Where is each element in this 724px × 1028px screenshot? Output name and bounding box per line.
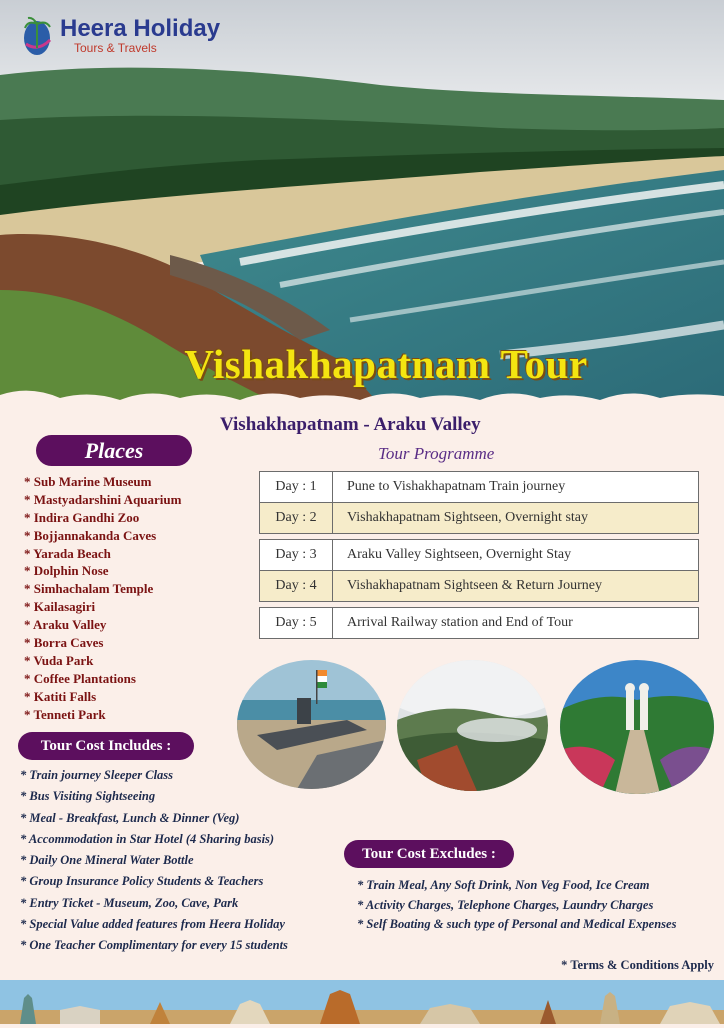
include-item: * Train journey Sleeper Class [20, 768, 174, 782]
place-item: * Vuda Park [24, 652, 94, 668]
include-item: * One Teacher Complimentary for every 15 students [20, 938, 288, 953]
exclude-item: * Train Meal, Any Soft Drink, Non Veg Food, Ice Cream [357, 878, 650, 892]
itinerary-desc: Pune to Vishakhapatnam Train journey [333, 472, 699, 503]
terms-note: * Terms & Conditions Apply [561, 958, 714, 972]
itinerary-row [260, 571, 699, 602]
itinerary-day: Day : 4 [260, 571, 333, 602]
globe-palm-logo-icon [22, 14, 54, 58]
place-item: * Araku Valley [24, 617, 107, 633]
itinerary-table [259, 471, 699, 639]
tour-programme-label: Tour Programme [378, 444, 495, 463]
itinerary-desc: Vishakhapatnam Sightseen, Overnight stay [333, 503, 699, 534]
itinerary-row [260, 608, 699, 639]
kailasagiri-temple-photo [560, 660, 714, 794]
include-item: * Daily One Mineral Water Bottle [20, 853, 194, 868]
itinerary-row [260, 503, 699, 534]
brand-block [22, 14, 220, 58]
exclude-item: * Self Boating & such type of Personal and Medical Expenses [357, 917, 677, 931]
include-item: * Accommodation in Star Hotel (4 Sharing basis) [20, 831, 275, 846]
brand-tagline: Tours & Travels [74, 41, 157, 55]
place-item: * Simhachalam Temple [24, 581, 154, 597]
route-heading: Vishakhapatnam - Araku Valley [220, 414, 481, 435]
place-item: * Yarada Beach [24, 545, 111, 561]
itinerary-day: Day : 2 [260, 503, 333, 534]
place-item: * Coffee Plantations [24, 670, 136, 686]
place-item: * Dolphin Nose [24, 563, 109, 579]
place-item: * Indira Gandhi Zoo [24, 509, 140, 525]
include-item: * Bus Visiting Sightseeing [20, 789, 156, 804]
places-heading: Places [36, 435, 192, 466]
include-item: * Meal - Breakfast, Lunch & Dinner (Veg) [20, 810, 240, 825]
itinerary-day: Day : 3 [260, 540, 333, 571]
place-item: * Sub Marine Museum [24, 474, 152, 489]
excludes-heading: Tour Cost Excludes : [344, 840, 514, 868]
itinerary-day: Day : 1 [260, 472, 333, 503]
exclude-item: * Activity Charges, Telephone Charges, Laundry Charges [357, 897, 654, 912]
include-item: * Group Insurance Policy Students & Teachers [20, 874, 264, 889]
itinerary-row [260, 540, 699, 571]
place-item: * Bojjannakanda Caves [24, 527, 157, 543]
brand-name: Heera Holiday [60, 15, 221, 42]
include-item: * Entry Ticket - Museum, Zoo, Cave, Park [20, 895, 239, 910]
excludes-list [357, 876, 676, 935]
place-item: * Tenneti Park [24, 706, 106, 722]
places-list [24, 473, 181, 723]
place-item: * Katiti Falls [24, 688, 97, 704]
place-item: * Kailasagiri [24, 599, 96, 615]
includes-list [20, 765, 288, 957]
itinerary-row [260, 472, 699, 503]
place-item: * Borra Caves [24, 635, 104, 651]
araku-valley-photo [397, 660, 548, 791]
includes-heading: Tour Cost Includes : [18, 732, 194, 760]
tour-title: Vishakhapatnam Tour [184, 341, 588, 387]
itinerary-desc: Vishakhapatnam Sightseen & Return Journey [333, 571, 699, 602]
itinerary-desc: Arrival Railway station and End of Tour [333, 608, 699, 639]
itinerary-desc: Araku Valley Sightseen, Overnight Stay [333, 540, 699, 571]
itinerary-day: Day : 5 [260, 608, 333, 639]
place-item: * Mastyadarshini Aquarium [24, 491, 182, 507]
landmarks-skyline-banner [0, 980, 724, 1024]
include-item: * Special Value added features from Heera Holiday [20, 917, 285, 932]
